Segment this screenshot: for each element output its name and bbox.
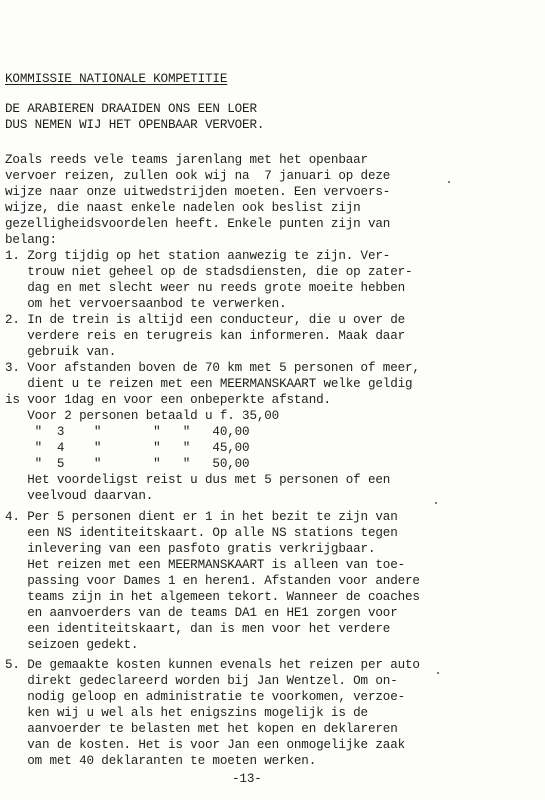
point-line: veelvoud daarvan. <box>5 489 154 503</box>
point-line: inlevering van een pasfoto gratis verkrijgbaar. <box>5 542 376 556</box>
point-line: aanvoerder te belasten met het kopen en deklareren <box>5 722 398 736</box>
point-line: een NS identiteitskaart. Op alle NS stations tegen <box>5 526 398 540</box>
point-line: teams zijn in het algemeen tekort. Wanneer de coaches <box>5 590 420 604</box>
point-line: nodig geloop en administratie te voorkomen, verzoe- <box>5 690 406 704</box>
point-line: 1. Zorg tijdig op het station aanwezig te zijn. Ver- <box>5 249 391 263</box>
point-line: trouw niet geheel op de stadsdiensten, die op zater- <box>5 265 413 279</box>
page-number: -13- <box>232 772 262 786</box>
point-line: 2. In de trein is altijd een conducteur, die u over de <box>5 313 406 327</box>
scan-speck <box>437 672 439 674</box>
point-line: dient u te reizen met een MEERMANSKAART welke geldig <box>5 377 413 391</box>
point-line: van de kosten. Het is voor Jan een onmogelijke zaak <box>5 738 406 752</box>
fare-line: " 5 " " " 50,00 <box>5 457 250 471</box>
title-line-1: DE ARABIEREN DRAAIDEN ONS EEN LOER <box>5 102 257 116</box>
point-line: direkt gedeclareerd worden bij Jan Wentzel. Om on- <box>5 674 398 688</box>
intro-line: belang: <box>5 233 57 247</box>
point-line: 5. De gemaakte kosten kunnen evenals het reizen per auto <box>5 658 420 672</box>
point-line: dag en met slecht weer nu reeds grote moeite hebben <box>5 281 406 295</box>
point-line: seizoen gedekt. <box>5 638 139 652</box>
point-line: ken wij u wel als het enigszins mogelijk is de <box>5 706 368 720</box>
intro-line: wijze, die naast enkele nadelen ook beslist zijn <box>5 201 361 215</box>
point-line: een identiteitskaart, dan is men voor het verdere <box>5 622 391 636</box>
point-line: is voor 1dag en voor een onbeperkte afstand. <box>5 393 331 407</box>
point-line: Het voordeligst reist u dus met 5 personen of een <box>5 473 391 487</box>
fare-line: " 3 " " " 40,00 <box>5 425 250 439</box>
fare-line: " 4 " " " 45,00 <box>5 441 250 455</box>
point-line: en aanvoerders van de teams DA1 en HE1 zorgen voor <box>5 606 398 620</box>
point-line: 4. Per 5 personen dient er 1 in het bezit te zijn van <box>5 510 398 524</box>
point-line: passing voor Dames 1 en heren1. Afstanden voor andere <box>5 574 420 588</box>
section-heading: KOMMISSIE NATIONALE KOMPETITIE <box>5 72 228 86</box>
intro-line: gezelligheidsvoordelen heeft. Enkele punten zijn van <box>5 217 391 231</box>
intro-line: wijze naar onze uitwedstrijden moeten. Een vervoers- <box>5 185 391 199</box>
intro-line: vervoer reizen, zullen ook wij na 7 januari op deze <box>5 169 391 183</box>
intro-line: Zoals reeds vele teams jarenlang met het openbaar <box>5 153 368 167</box>
title-line-2: DUS NEMEN WIJ HET OPENBAAR VERVOER. <box>5 118 265 132</box>
point-line: om het vervoersaanbod te verwerken. <box>5 297 287 311</box>
fare-line: Voor 2 personen betaald u f. 35,00 <box>5 409 280 423</box>
scan-speck <box>448 181 450 183</box>
scan-speck <box>435 502 437 504</box>
point-line: om met 40 deklaranten te moeten werken. <box>5 754 317 768</box>
point-line: Het reizen met een MEERMANSKAART is alleen van toe- <box>5 558 406 572</box>
point-line: verdere reis en terugreis kan informeren. Maak daar <box>5 329 406 343</box>
point-line: gebruik van. <box>5 345 117 359</box>
point-line: 3. Voor afstanden boven de 70 km met 5 personen of meer, <box>5 361 420 375</box>
